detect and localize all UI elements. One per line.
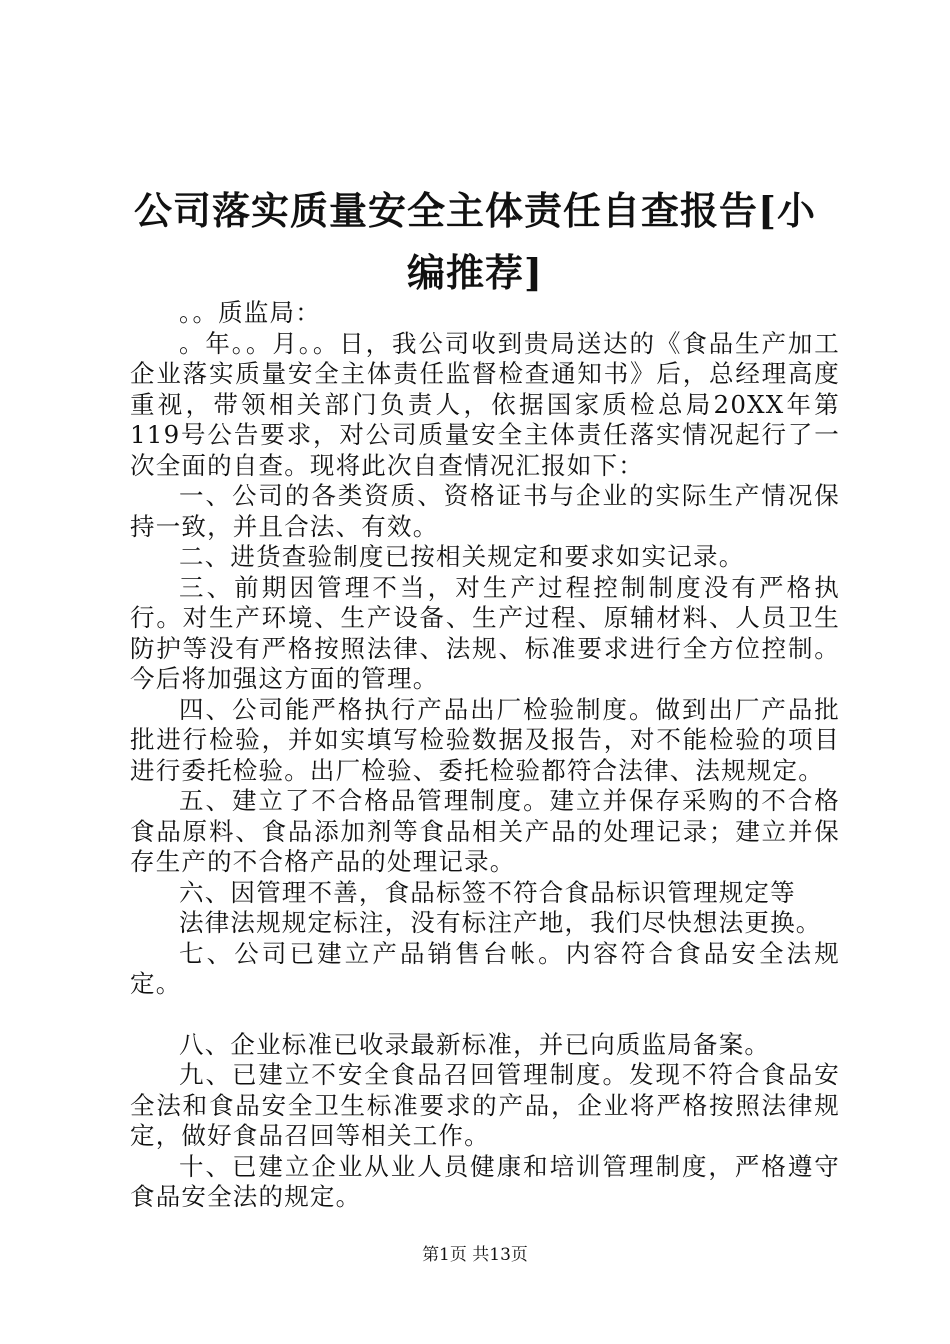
paragraph-item-10: 十、已建立企业从业人员健康和培训管理制度，严格遵守食品安全法的规定。 (130, 1151, 840, 1211)
document-body (130, 298, 840, 1213)
document-title: 公司落实质量安全主体责任自查报告[小编推荐] (134, 188, 816, 295)
paragraph-item-4: 四、公司能严格执行产品出厂检验制度。做到出厂产品批批进行检验，并如实填写检验数据及报告，对不能检验的项目进行委托检验。出厂检验、委托检验都符合法律、法规规定。 (130, 694, 840, 785)
paragraph-item-5: 五、建立了不合格品管理制度。建立并保存采购的不合格食品原料、食品添加剂等食品相关产品的处理记录；建立并保存生产的不合格产品的处理记录。 (130, 786, 840, 876)
paragraph-item-2: 二、进货查验制度已按相关规定和要求如实记录。 (179, 542, 745, 571)
paragraph-item-6-continued: 法律法规规定标注，没有标注产地，我们尽快想法更换。 (179, 908, 822, 937)
paragraph-item-1: 一、公司的各类资质、资格证书与企业的实际生产情况保持一致，并且合法、有效。 (130, 481, 840, 541)
paragraph-intro: 。年。。月。。日，我公司收到贵局送达的《食品生产加工企业落实质量安全主体责任监督检查通知书》后，总经理高度重视，带领相关部门负责人，依据国家质检总局20XX年第119号公告要求，对公司质量安全主体责任落实情况起行了一次全面的自查。现将此次自查情况汇报如下： (130, 328, 840, 480)
page-number-footer: 第1页 共13页 (422, 1245, 528, 1265)
paragraph-item-6: 六、因管理不善，食品标签不符合食品标识管理规定等 (179, 877, 796, 907)
paragraph-item-3: 三、前期因管理不当，对生产过程控制制度没有严格执行。对生产环境、生产设备、生产过程、原辅材料、人员卫生防护等没有严格按照法律、法规、标准要求进行全方位控制。今后将加强这方面的管理。 (130, 572, 840, 693)
paragraph-item-8: 八、企业标准已收录最新标准，并已向质监局备案。 (179, 1029, 771, 1059)
paragraph-item-7: 七、公司已建立产品销售台帐。内容符合食品安全法规定。 (130, 938, 840, 998)
paragraph-item-9: 九、已建立不安全食品召回管理制度。发现不符合食品安全法和食品安全卫生标准要求的产品，企业将严格按照法律规定，做好食品召回等相关工作。 (130, 1060, 840, 1150)
paragraph-salutation: 。。质监局： (179, 298, 321, 327)
